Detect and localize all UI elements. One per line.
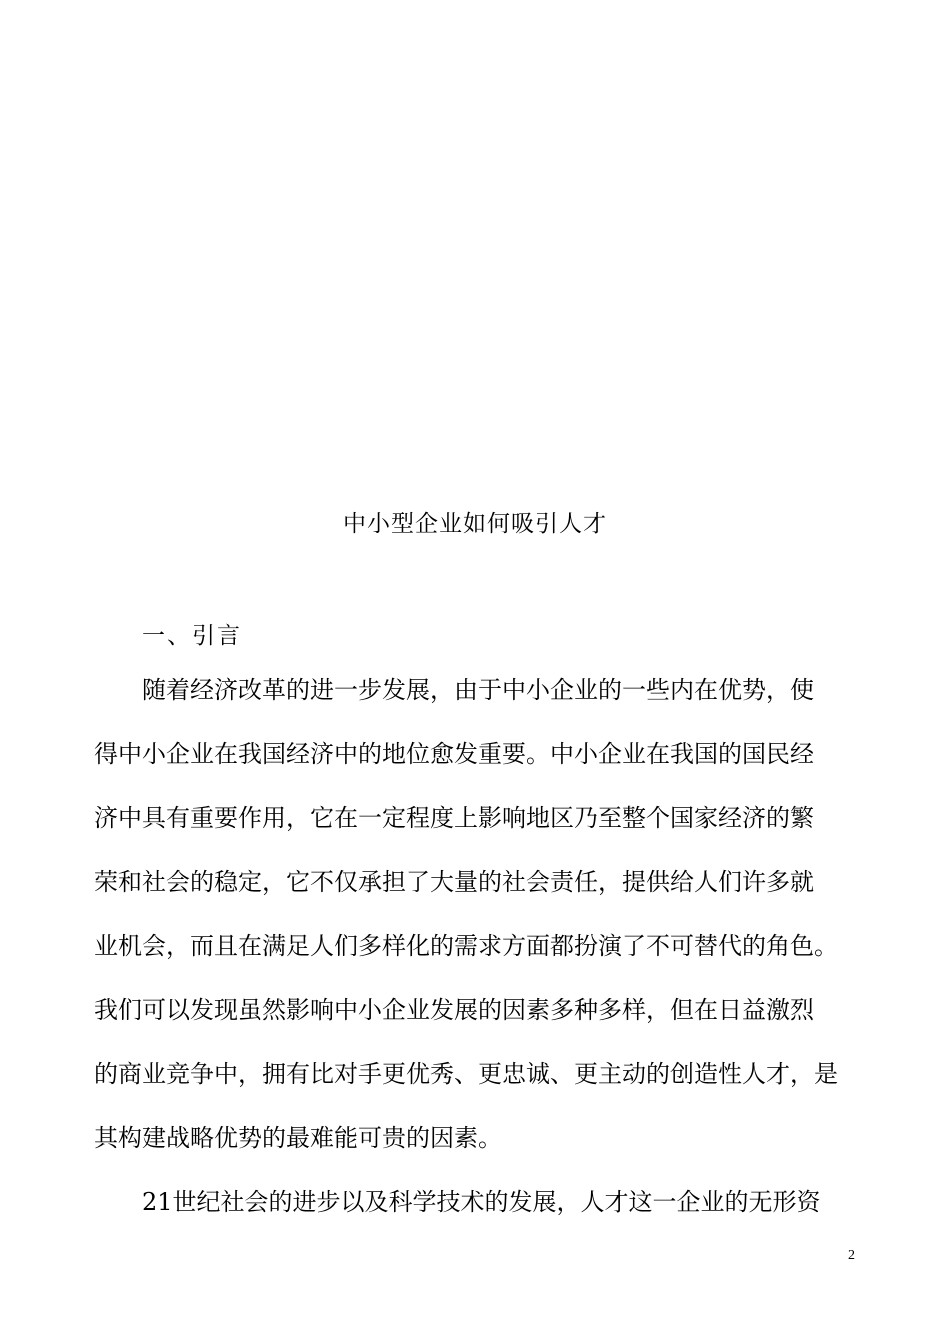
document-title: 中小型企业如何吸引人才 — [343, 511, 607, 537]
body-line-8: 其构建战略优势的最难能可贵的因素。 — [94, 1124, 502, 1152]
body-line-1: 随着经济改革的进一步发展，由于中小企业的一些内在优势，使 — [142, 676, 814, 704]
body-line-2: 得中小企业在我国经济中的地位愈发重要。中小企业在我国的国民经 — [94, 740, 814, 768]
body-line-6: 我们可以发现虽然影响中小企业发展的因素多种多样，但在日益激烈 — [94, 996, 814, 1024]
body-line-9: 21世纪社会的进步以及科学技术的发展，人才这一企业的无形资 — [142, 1188, 821, 1216]
body-line-3: 济中具有重要作用，它在一定程度上影响地区乃至整个国家经济的繁 — [94, 804, 814, 832]
body-line-4: 荣和社会的稳定，它不仅承担了大量的社会责任，提供给人们许多就 — [94, 868, 814, 896]
body-line-5: 业机会，而且在满足人们多样化的需求方面都扮演了不可替代的角色。 — [94, 932, 838, 960]
body-line-7: 的商业竞争中，拥有比对手更优秀、更忠诚、更主动的创造性人才，是 — [94, 1060, 838, 1088]
page-number: 2 — [848, 1248, 855, 1263]
section-heading: 一、引言 — [142, 623, 242, 649]
